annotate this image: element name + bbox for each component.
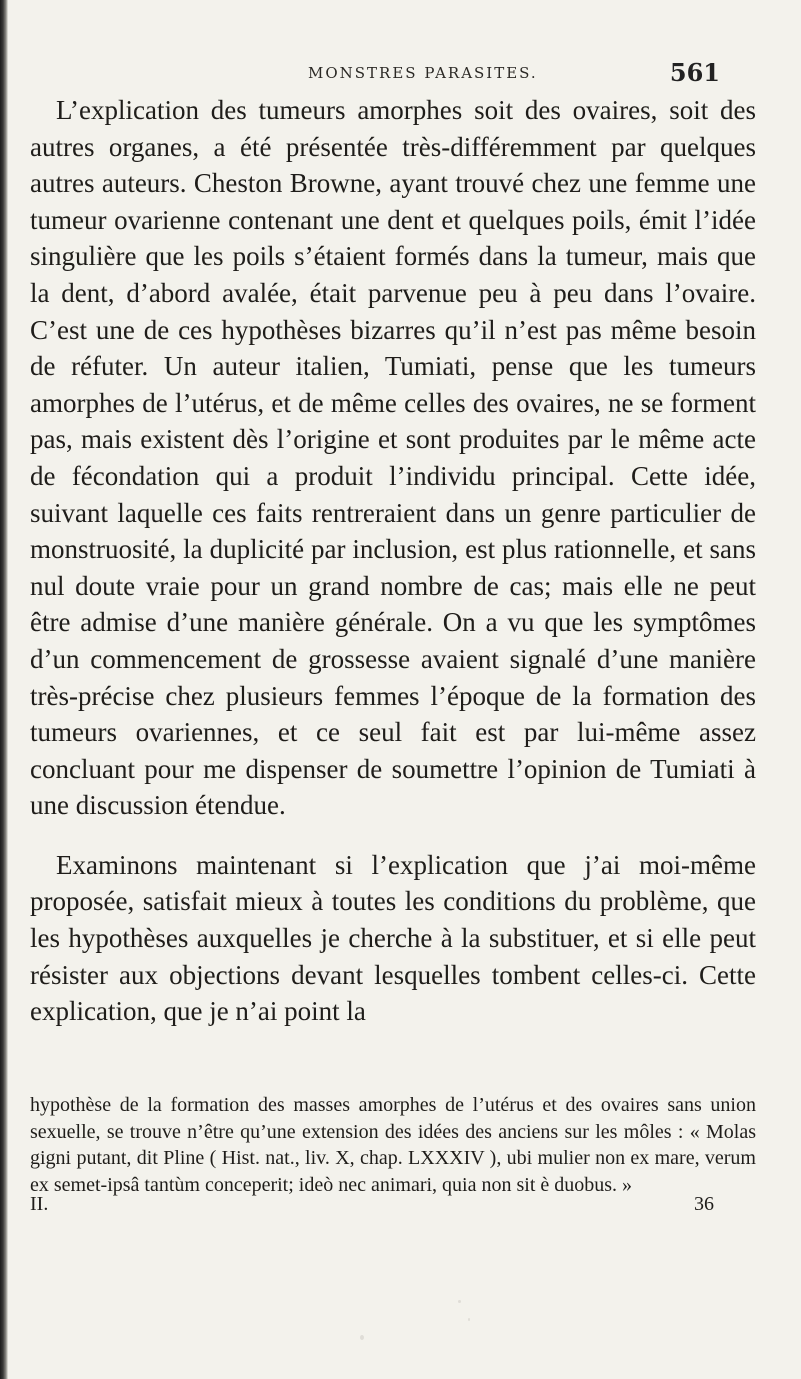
body-text <box>30 92 756 1030</box>
paper-spot <box>468 1318 470 1321</box>
signature-row <box>30 1193 714 1219</box>
paragraph: L’explication des tumeurs amorphes soit des ovaires, soit des autres organes, a été présentée très-différemment par quelques autres auteurs. Cheston Browne, ayant trouvé chez une femme une tumeur ovarienne contenant une dent et quelques poils, émit l’idée singulière que les poils s’étaient formés dans la tumeur, mais que la dent, d’abord avalée, était parvenue peu à peu dans l’ovaire. C’est une de ces hypothèses bizarres qu’il n’est pas même besoin de réfuter. Un auteur italien, Tumiati, pense que les tumeurs amorphes de l’utérus, et de même celles des ovaires, ne se forment pas, mais existent dès l’origine et sont produites par le même acte de fécondation qui a produit l’individu principal. Cette idée, suivant laquelle ces faits rentreraient dans un genre particulier de monstruosité, la duplicité par inclusion, est plus rationnelle, et sans nul doute vraie pour un grand nombre de cas; mais elle ne peut être admise d’une manière générale. On a vu que les symptômes d’un commencement de grossesse avaient signalé d’une manière très-précise chez plusieurs femmes l’époque de la formation des tumeurs ovariennes, et ce seul fait est par lui-même assez concluant pour me dispenser de soumettre l’opinion de Tumiati à une discussion étendue. <box>30 95 756 821</box>
paper-spot <box>360 1335 364 1340</box>
page-number: 561 <box>669 58 720 87</box>
page-binding-edge <box>0 0 8 1379</box>
paper-spot <box>458 1300 461 1303</box>
footnote: hypothèse de la formation des masses amorphes de l’utérus et des ovaires sans union sexuelle, se trouve n’être qu’une extension des idées des anciens sur les môles : « Molas gigni putant, dit Pline ( Hist. nat., liv. X, chap. LXXXIV ), ubi mulier non ex mare, verum ex semet-ipsâ tantùm conceperit; ideò nec animari, quia non sit è duobus. » <box>30 1094 756 1196</box>
running-title: MONSTRES PARASITES. <box>308 64 538 82</box>
page-header <box>300 58 720 92</box>
paragraph: Examinons maintenant si l’explication que j’ai moi-même proposée, satisfait mieux à toutes les conditions du problème, que les hypothèses auxquelles je cherche à la substituer, et si elle peut résister aux objections devant lesquelles tombent celles-ci. Cette explication, que je n’ai point la <box>30 849 756 1027</box>
signature-number: 36 <box>694 1193 714 1215</box>
signature-mark: II. <box>30 1193 49 1215</box>
